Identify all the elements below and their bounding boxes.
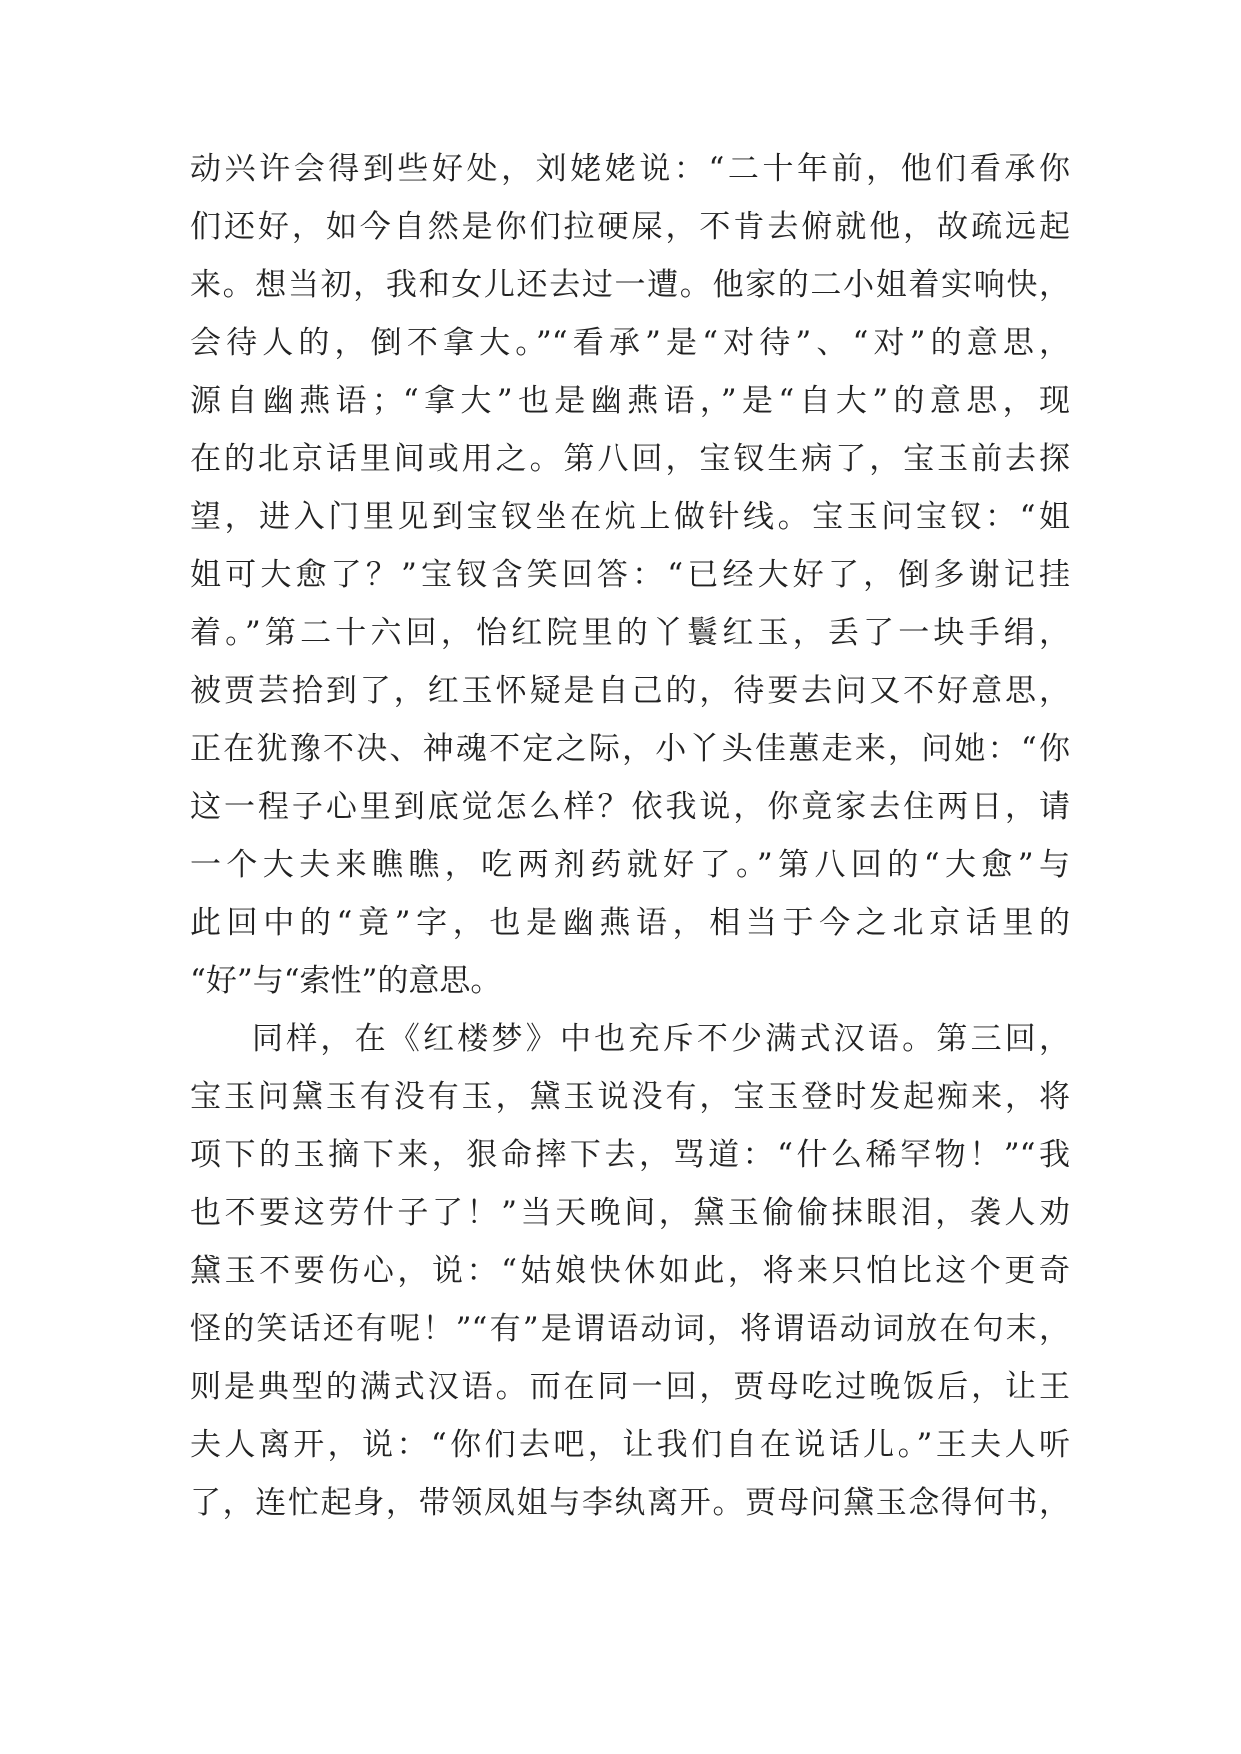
text-line: 此回中的“竟”字，也是幽燕语，相当于今之北京话里的 — [190, 905, 1070, 941]
text-line: 动兴许会得到些好处，刘姥姥说：“二十年前，他们看承你 — [190, 151, 1070, 187]
document-page — [190, 140, 1070, 1532]
text-line: 也不要这劳什子了！”当天晚间，黛玉偷偷抹眼泪，袭人劝 — [190, 1195, 1070, 1231]
text-line: 黛玉不要伤心，说：“姑娘快休如此，将来只怕比这个更奇 — [190, 1253, 1070, 1289]
paragraph-1 — [190, 140, 1070, 1010]
paragraph-2 — [190, 1010, 1070, 1532]
text-line: 这一程子心里到底觉怎么样？依我说，你竟家去住两日，请 — [190, 789, 1070, 825]
text-line: 着。”第二十六回，怡红院里的丫鬟红玉，丢了一块手绢， — [190, 615, 1070, 651]
text-line: 会待人的，倒不拿大。”“看承”是“对待”、“对”的意思， — [190, 325, 1070, 361]
text-line: 则是典型的满式汉语。而在同一回，贾母吃过晚饭后，让王 — [190, 1369, 1070, 1405]
text-line: 被贾芸拾到了，红玉怀疑是自己的，待要去问又不好意思， — [190, 673, 1070, 709]
text-line: 一个大夫来瞧瞧，吃两剂药就好了。”第八回的“大愈”与 — [190, 847, 1070, 883]
text-line: 宝玉问黛玉有没有玉，黛玉说没有，宝玉登时发起痴来，将 — [190, 1079, 1070, 1115]
text-line: 姐可大愈了？”宝钗含笑回答：“已经大好了，倒多谢记挂 — [190, 557, 1070, 593]
text-line: 正在犹豫不决、神魂不定之际，小丫头佳蕙走来，问她：“你 — [190, 731, 1070, 767]
text-line: 源自幽燕语；“拿大”也是幽燕语，”是“自大”的意思，现 — [190, 383, 1070, 419]
text-line: 同样，在《红楼梦》中也充斥不少满式汉语。第三回， — [252, 1021, 1070, 1057]
text-line: 了，连忙起身，带领凤姐与李纨离开。贾母问黛玉念得何书， — [190, 1485, 1070, 1521]
text-line: 望，进入门里见到宝钗坐在炕上做针线。宝玉问宝钗：“姐 — [190, 499, 1070, 535]
text-line: 来。想当初，我和女儿还去过一遭。他家的二小姐着实响快， — [190, 267, 1070, 303]
text-line: 在的北京话里间或用之。第八回，宝钗生病了，宝玉前去探 — [190, 441, 1070, 477]
text-line: 怪的笑话还有呢！”“有”是谓语动词，将谓语动词放在句末， — [190, 1311, 1070, 1347]
text-line: 们还好，如今自然是你们拉硬屎，不肯去俯就他，故疏远起 — [190, 209, 1070, 245]
text-line: 项下的玉摘下来，狠命摔下去，骂道：“什么稀罕物！”“我 — [190, 1137, 1070, 1173]
text-line: 夫人离开，说：“你们去吧，让我们自在说话儿。”王夫人听 — [190, 1427, 1070, 1463]
text-line: “好”与“索性”的意思。 — [190, 963, 502, 999]
